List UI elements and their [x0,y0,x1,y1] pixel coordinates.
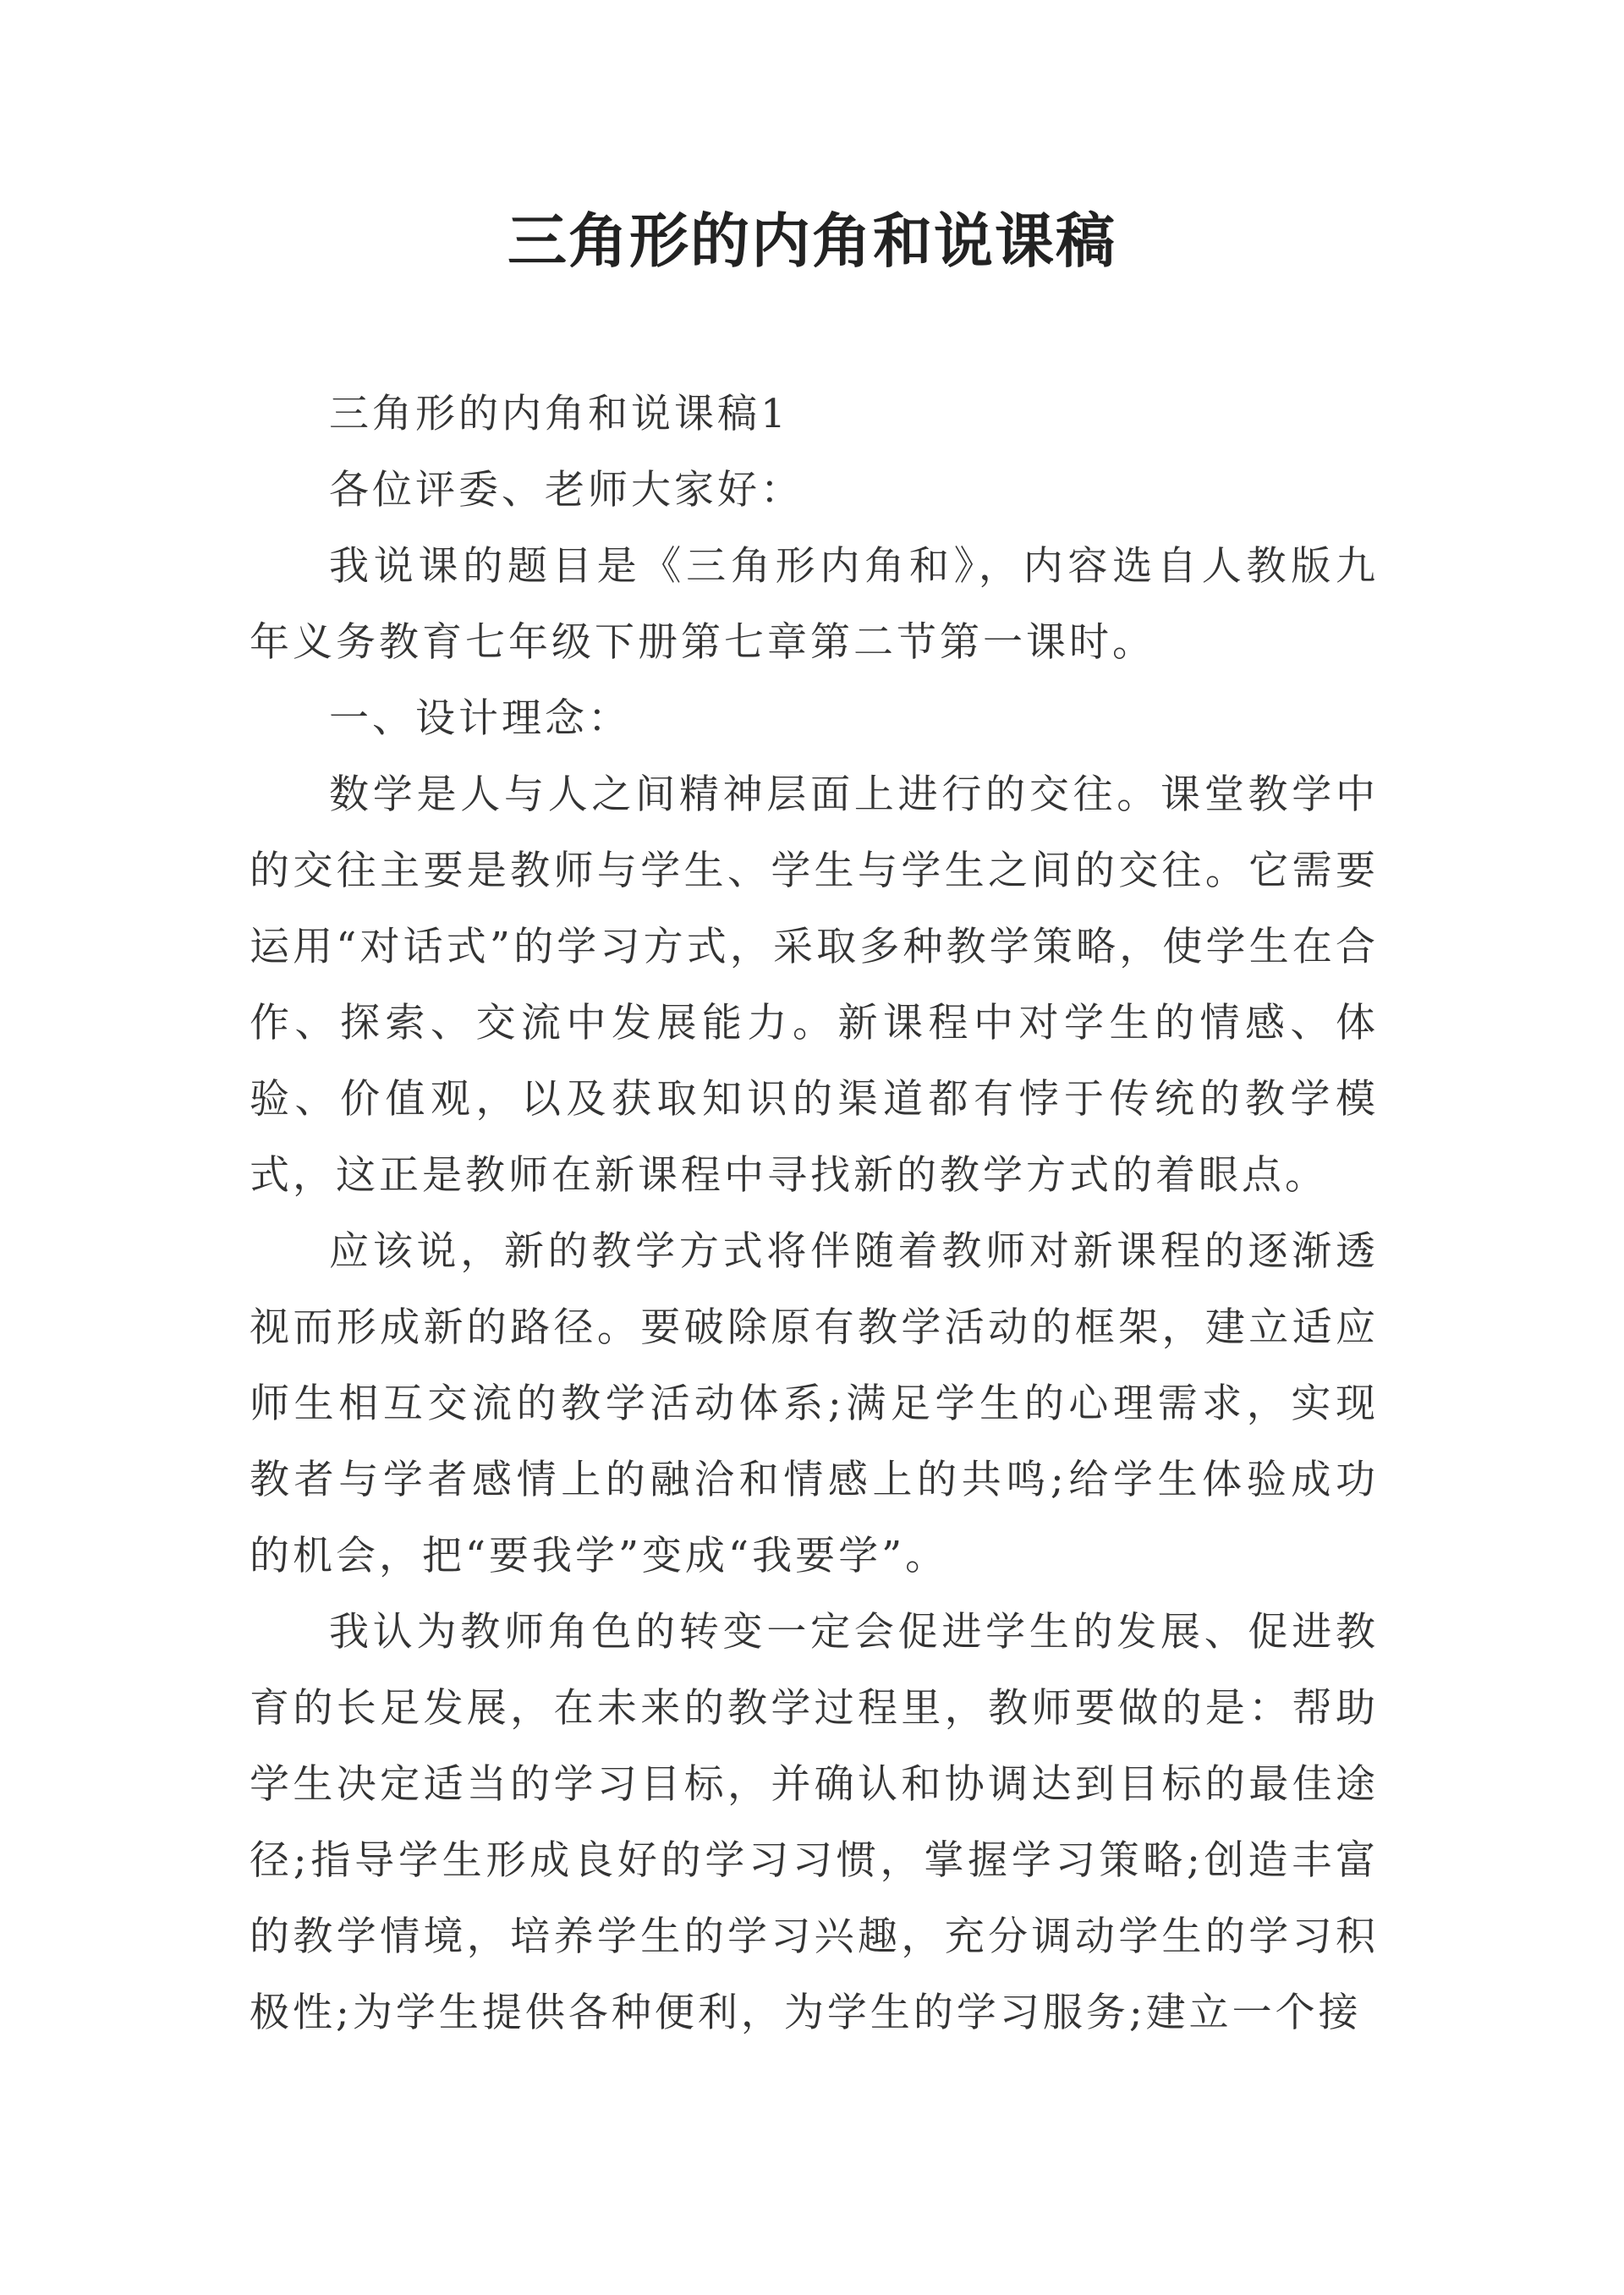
document-title: 三角形的内角和说课稿 [508,206,1116,276]
paragraph-greeting: 各位评委、老师大家好： [329,467,804,513]
paragraph-body: 我认为教师角色的转变一定会促进学生的发展、促进教育的长足发展，在未来的教学过程里，教师要做的是：帮助学生决定适当的学习目标，并确认和协调达到目标的最佳途径;指导学生形成良好的学习习惯，掌握学习策略;创造丰富的教学情境，培养学生的学习兴趣，充分调动学生的学习积极性;为学生提供各种便利，为学生的学习服务;建立一个接 [250,1609,1379,2036]
section-heading-design-concept: 一、设计理念： [329,695,631,742]
paragraph-body: 数学是人与人之间精神层面上进行的交往。课堂教学中的交往主要是教师与学生、学生与学生之间的交往。它需要运用“对话式”的学习方式，采取多种教学策略，使学生在合作、探索、交流中发展能力。新课程中对学生的情感、体验、价值观，以及获取知识的渠道都有悖于传统的教学模式，这正是教师在新课程中寻找新的教学方式的着眼点。 [250,771,1379,1199]
paragraph-body: 应该说，新的教学方式将伴随着教师对新课程的逐渐透视而形成新的路径。要破除原有教学活动的框架，建立适应师生相互交流的教学活动体系;满足学生的心理需求，实现教者与学者感情上的融洽和情感上的共鸣;给学生体验成功的机会，把“要我学”变成“我要学”。 [250,1228,1379,1579]
paragraph-subtitle: 三角形的内角和说课稿1 [329,391,789,437]
document-body [250,376,1379,2051]
paragraph-topic: 我说课的题目是《三角形内角和》，内容选自人教版九年义务教育七年级下册第七章第二节第一课时。 [250,543,1379,666]
